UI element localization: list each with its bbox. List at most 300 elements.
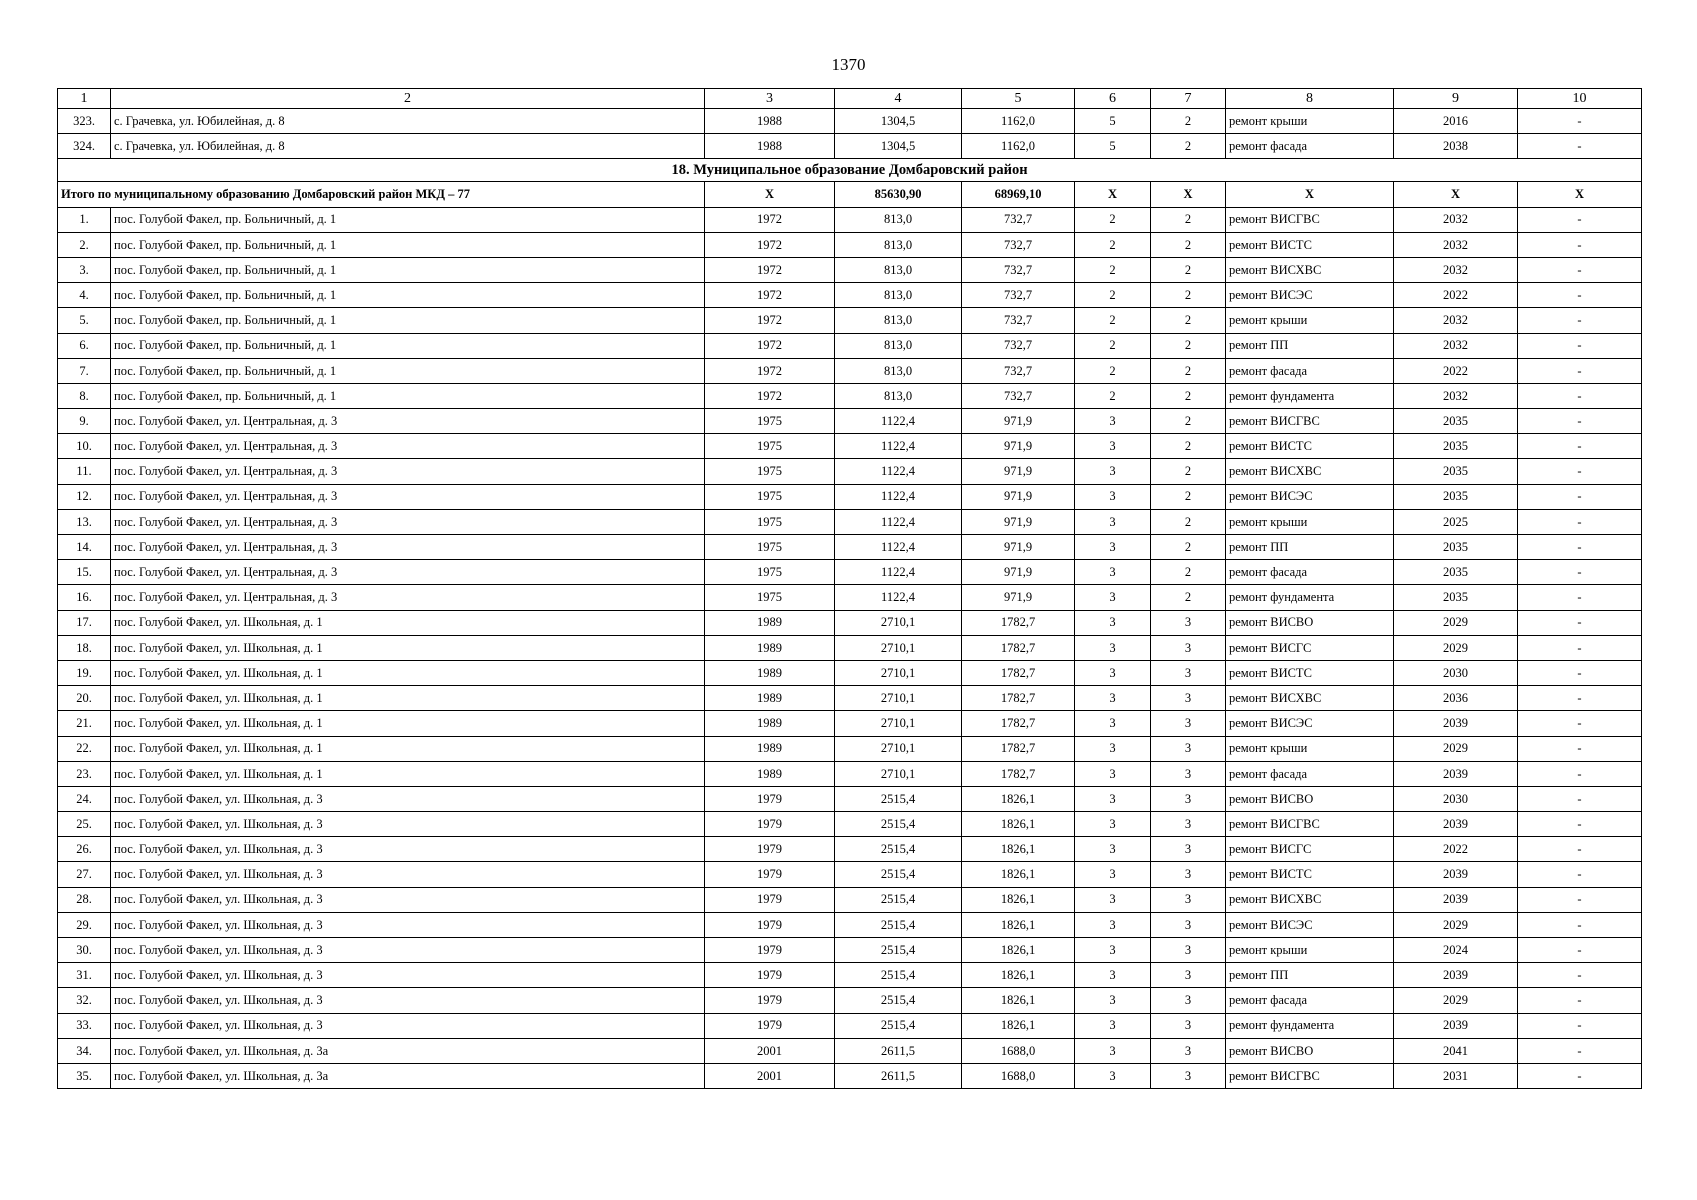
cell-row-number: 4. — [58, 283, 111, 308]
cell-planned-year: 2039 — [1394, 963, 1518, 988]
cell-work-type: ремонт ВИСГВС — [1226, 812, 1394, 837]
cell-address: пос. Голубой Факел, пр. Больничный, д. 1 — [111, 232, 705, 257]
cell-entrances: 2 — [1151, 484, 1226, 509]
section-title: 18. Муниципальное образование Домбаровский район — [58, 159, 1642, 182]
cell-note: - — [1518, 938, 1642, 963]
table-row — [58, 509, 1642, 534]
cell-row-number: 19. — [58, 660, 111, 685]
cell-address: пос. Голубой Факел, пр. Больничный, д. 1 — [111, 333, 705, 358]
cell-floors: 3 — [1075, 862, 1151, 887]
cell-note: - — [1518, 535, 1642, 560]
cell-row-number: 23. — [58, 761, 111, 786]
cell-living-area: 971,9 — [962, 409, 1075, 434]
cell-floors: 3 — [1075, 786, 1151, 811]
cell-address: пос. Голубой Факел, ул. Школьная, д. 3 — [111, 912, 705, 937]
table-row — [58, 535, 1642, 560]
cell-row-number: 21. — [58, 711, 111, 736]
cell-note: - — [1518, 134, 1642, 159]
cell-living-area: 1826,1 — [962, 1013, 1075, 1038]
cell-entrances: 2 — [1151, 535, 1226, 560]
cell-work-type: ремонт ВИСВО — [1226, 786, 1394, 811]
cell-year-built: 1989 — [705, 610, 835, 635]
cell-planned-year: 2022 — [1394, 283, 1518, 308]
cell-entrances: 3 — [1151, 963, 1226, 988]
cell-note: - — [1518, 257, 1642, 282]
cell-living-area: 971,9 — [962, 560, 1075, 585]
cell-row-number: 25. — [58, 812, 111, 837]
cell-work-type: ремонт ВИСЭС — [1226, 283, 1394, 308]
cell-work-type: ремонт крыши — [1226, 938, 1394, 963]
cell-planned-year: 2030 — [1394, 786, 1518, 811]
cell-note: - — [1518, 887, 1642, 912]
cell-address: пос. Голубой Факел, ул. Школьная, д. 3а — [111, 1038, 705, 1063]
column-header: 3 — [705, 89, 835, 109]
table-body — [58, 89, 1642, 1089]
cell-living-area: 1826,1 — [962, 912, 1075, 937]
cell-living-area: 732,7 — [962, 232, 1075, 257]
cell-note: - — [1518, 459, 1642, 484]
cell-planned-year: 2035 — [1394, 434, 1518, 459]
cell-living-area: 1688,0 — [962, 1038, 1075, 1063]
cell-living-area: 1782,7 — [962, 635, 1075, 660]
total-value: Х — [1151, 182, 1226, 207]
cell-floors: 2 — [1075, 283, 1151, 308]
cell-note: - — [1518, 358, 1642, 383]
cell-address: пос. Голубой Факел, ул. Центральная, д. 3 — [111, 459, 705, 484]
cell-work-type: ремонт ВИСГС — [1226, 635, 1394, 660]
cell-row-number: 324. — [58, 134, 111, 159]
cell-floors: 2 — [1075, 207, 1151, 232]
cell-living-area: 732,7 — [962, 257, 1075, 282]
cell-year-built: 1972 — [705, 232, 835, 257]
cell-entrances: 3 — [1151, 761, 1226, 786]
cell-address: пос. Голубой Факел, ул. Центральная, д. 3 — [111, 535, 705, 560]
cell-entrances: 3 — [1151, 786, 1226, 811]
cell-floors: 3 — [1075, 1038, 1151, 1063]
cell-floors: 3 — [1075, 736, 1151, 761]
cell-living-area: 1826,1 — [962, 786, 1075, 811]
column-header: 7 — [1151, 89, 1226, 109]
cell-work-type: ремонт ВИСГВС — [1226, 207, 1394, 232]
cell-entrances: 2 — [1151, 207, 1226, 232]
cell-row-number: 26. — [58, 837, 111, 862]
cell-living-area: 1826,1 — [962, 938, 1075, 963]
cell-year-built: 1979 — [705, 912, 835, 937]
cell-row-number: 29. — [58, 912, 111, 937]
cell-living-area: 971,9 — [962, 535, 1075, 560]
cell-total-area: 1122,4 — [835, 535, 962, 560]
cell-total-area: 1122,4 — [835, 509, 962, 534]
cell-row-number: 20. — [58, 686, 111, 711]
cell-work-type: ремонт ВИСГС — [1226, 837, 1394, 862]
cell-floors: 3 — [1075, 1063, 1151, 1088]
cell-note: - — [1518, 308, 1642, 333]
cell-row-number: 15. — [58, 560, 111, 585]
cell-entrances: 3 — [1151, 812, 1226, 837]
cell-planned-year: 2035 — [1394, 459, 1518, 484]
cell-living-area: 971,9 — [962, 434, 1075, 459]
table-row — [58, 912, 1642, 937]
cell-planned-year: 2032 — [1394, 257, 1518, 282]
cell-note: - — [1518, 635, 1642, 660]
cell-year-built: 1975 — [705, 459, 835, 484]
cell-planned-year: 2039 — [1394, 761, 1518, 786]
cell-row-number: 7. — [58, 358, 111, 383]
cell-planned-year: 2029 — [1394, 635, 1518, 660]
cell-note: - — [1518, 711, 1642, 736]
cell-address: пос. Голубой Факел, ул. Школьная, д. 3а — [111, 1063, 705, 1088]
table-row — [58, 837, 1642, 862]
cell-row-number: 31. — [58, 963, 111, 988]
cell-entrances: 2 — [1151, 409, 1226, 434]
cell-note: - — [1518, 383, 1642, 408]
column-header: 5 — [962, 89, 1075, 109]
cell-work-type: ремонт фасада — [1226, 560, 1394, 585]
cell-address: пос. Голубой Факел, ул. Школьная, д. 1 — [111, 711, 705, 736]
cell-year-built: 1972 — [705, 383, 835, 408]
cell-work-type: ремонт ВИСГВС — [1226, 1063, 1394, 1088]
cell-total-area: 2611,5 — [835, 1063, 962, 1088]
cell-total-area: 2710,1 — [835, 711, 962, 736]
cell-total-area: 2611,5 — [835, 1038, 962, 1063]
cell-work-type: ремонт ВИСЭС — [1226, 711, 1394, 736]
cell-work-type: ремонт ВИСЭС — [1226, 484, 1394, 509]
cell-year-built: 1989 — [705, 761, 835, 786]
cell-row-number: 24. — [58, 786, 111, 811]
cell-year-built: 1979 — [705, 862, 835, 887]
cell-year-built: 1979 — [705, 938, 835, 963]
total-value: Х — [1394, 182, 1518, 207]
cell-work-type: ремонт фундамента — [1226, 383, 1394, 408]
cell-address: пос. Голубой Факел, пр. Больничный, д. 1 — [111, 358, 705, 383]
cell-total-area: 2515,4 — [835, 988, 962, 1013]
cell-year-built: 1979 — [705, 963, 835, 988]
cell-row-number: 27. — [58, 862, 111, 887]
total-row — [58, 182, 1642, 207]
table-row — [58, 686, 1642, 711]
cell-living-area: 732,7 — [962, 358, 1075, 383]
cell-address: пос. Голубой Факел, ул. Школьная, д. 1 — [111, 635, 705, 660]
cell-entrances: 3 — [1151, 660, 1226, 685]
cell-living-area: 1782,7 — [962, 686, 1075, 711]
cell-row-number: 35. — [58, 1063, 111, 1088]
cell-total-area: 1122,4 — [835, 484, 962, 509]
cell-total-area: 813,0 — [835, 333, 962, 358]
cell-entrances: 3 — [1151, 1013, 1226, 1038]
table-row — [58, 434, 1642, 459]
cell-address: пос. Голубой Факел, ул. Школьная, д. 3 — [111, 988, 705, 1013]
cell-address: пос. Голубой Факел, пр. Больничный, д. 1 — [111, 283, 705, 308]
cell-note: - — [1518, 912, 1642, 937]
cell-total-area: 2515,4 — [835, 1013, 962, 1038]
cell-work-type: ремонт крыши — [1226, 736, 1394, 761]
cell-floors: 3 — [1075, 686, 1151, 711]
cell-floors: 2 — [1075, 257, 1151, 282]
cell-entrances: 2 — [1151, 134, 1226, 159]
cell-planned-year: 2032 — [1394, 383, 1518, 408]
cell-floors: 3 — [1075, 660, 1151, 685]
cell-note: - — [1518, 232, 1642, 257]
cell-year-built: 1972 — [705, 283, 835, 308]
cell-floors: 3 — [1075, 963, 1151, 988]
cell-entrances: 3 — [1151, 988, 1226, 1013]
cell-work-type: ремонт ВИСТС — [1226, 660, 1394, 685]
cell-note: - — [1518, 862, 1642, 887]
cell-year-built: 1972 — [705, 257, 835, 282]
cell-year-built: 1979 — [705, 1013, 835, 1038]
cell-address: пос. Голубой Факел, ул. Школьная, д. 3 — [111, 938, 705, 963]
cell-year-built: 1972 — [705, 207, 835, 232]
cell-row-number: 323. — [58, 109, 111, 134]
table-row — [58, 207, 1642, 232]
table-row — [58, 232, 1642, 257]
cell-planned-year: 2032 — [1394, 333, 1518, 358]
cell-total-area: 1122,4 — [835, 560, 962, 585]
cell-year-built: 2001 — [705, 1063, 835, 1088]
cell-entrances: 2 — [1151, 109, 1226, 134]
cell-living-area: 1162,0 — [962, 109, 1075, 134]
cell-entrances: 3 — [1151, 610, 1226, 635]
cell-living-area: 732,7 — [962, 283, 1075, 308]
cell-total-area: 2515,4 — [835, 786, 962, 811]
cell-living-area: 1826,1 — [962, 887, 1075, 912]
cell-planned-year: 2039 — [1394, 887, 1518, 912]
cell-row-number: 8. — [58, 383, 111, 408]
total-value: Х — [1518, 182, 1642, 207]
cell-floors: 3 — [1075, 887, 1151, 912]
cell-entrances: 3 — [1151, 1063, 1226, 1088]
cell-row-number: 18. — [58, 635, 111, 660]
cell-planned-year: 2035 — [1394, 484, 1518, 509]
cell-total-area: 2515,4 — [835, 912, 962, 937]
cell-total-area: 2710,1 — [835, 660, 962, 685]
cell-note: - — [1518, 1063, 1642, 1088]
cell-total-area: 813,0 — [835, 358, 962, 383]
table-row — [58, 963, 1642, 988]
cell-planned-year: 2029 — [1394, 610, 1518, 635]
cell-work-type: ремонт ВИСТС — [1226, 232, 1394, 257]
cell-planned-year: 2039 — [1394, 1013, 1518, 1038]
cell-year-built: 1975 — [705, 484, 835, 509]
cell-entrances: 2 — [1151, 232, 1226, 257]
cell-entrances: 3 — [1151, 912, 1226, 937]
cell-address: пос. Голубой Факел, пр. Больничный, д. 1 — [111, 308, 705, 333]
cell-entrances: 3 — [1151, 711, 1226, 736]
cell-note: - — [1518, 409, 1642, 434]
cell-year-built: 1975 — [705, 509, 835, 534]
cell-entrances: 2 — [1151, 283, 1226, 308]
cell-note: - — [1518, 786, 1642, 811]
cell-year-built: 1979 — [705, 812, 835, 837]
cell-address: пос. Голубой Факел, ул. Школьная, д. 3 — [111, 1013, 705, 1038]
cell-living-area: 1782,7 — [962, 610, 1075, 635]
cell-total-area: 813,0 — [835, 383, 962, 408]
cell-planned-year: 2029 — [1394, 912, 1518, 937]
cell-living-area: 1826,1 — [962, 988, 1075, 1013]
cell-total-area: 2710,1 — [835, 635, 962, 660]
cell-entrances: 3 — [1151, 686, 1226, 711]
cell-planned-year: 2035 — [1394, 560, 1518, 585]
cell-note: - — [1518, 333, 1642, 358]
table-row — [58, 786, 1642, 811]
cell-living-area: 1826,1 — [962, 837, 1075, 862]
cell-row-number: 32. — [58, 988, 111, 1013]
cell-planned-year: 2039 — [1394, 862, 1518, 887]
cell-year-built: 1975 — [705, 585, 835, 610]
cell-row-number: 33. — [58, 1013, 111, 1038]
cell-year-built: 1988 — [705, 134, 835, 159]
cell-entrances: 2 — [1151, 434, 1226, 459]
cell-floors: 3 — [1075, 837, 1151, 862]
cell-entrances: 3 — [1151, 1038, 1226, 1063]
table-row — [58, 283, 1642, 308]
cell-entrances: 2 — [1151, 333, 1226, 358]
cell-address: пос. Голубой Факел, ул. Школьная, д. 1 — [111, 610, 705, 635]
cell-planned-year: 2022 — [1394, 837, 1518, 862]
cell-note: - — [1518, 812, 1642, 837]
cell-year-built: 1979 — [705, 837, 835, 862]
cell-row-number: 34. — [58, 1038, 111, 1063]
table-row — [58, 862, 1642, 887]
table-row — [58, 1038, 1642, 1063]
cell-entrances: 3 — [1151, 736, 1226, 761]
table-row — [58, 308, 1642, 333]
cell-note: - — [1518, 109, 1642, 134]
cell-total-area: 2710,1 — [835, 736, 962, 761]
cell-work-type: ремонт ВИСХВС — [1226, 257, 1394, 282]
cell-planned-year: 2024 — [1394, 938, 1518, 963]
cell-note: - — [1518, 207, 1642, 232]
cell-note: - — [1518, 1038, 1642, 1063]
cell-total-area: 2515,4 — [835, 837, 962, 862]
cell-work-type: ремонт ВИСХВС — [1226, 887, 1394, 912]
cell-row-number: 2. — [58, 232, 111, 257]
cell-entrances: 2 — [1151, 509, 1226, 534]
cell-entrances: 2 — [1151, 560, 1226, 585]
table-row — [58, 484, 1642, 509]
total-value: Х — [1226, 182, 1394, 207]
cell-floors: 3 — [1075, 812, 1151, 837]
cell-planned-year: 2035 — [1394, 585, 1518, 610]
cell-floors: 2 — [1075, 232, 1151, 257]
cell-floors: 2 — [1075, 383, 1151, 408]
cell-total-area: 1122,4 — [835, 585, 962, 610]
column-header: 10 — [1518, 89, 1642, 109]
cell-work-type: ремонт ПП — [1226, 333, 1394, 358]
cell-entrances: 2 — [1151, 358, 1226, 383]
cell-total-area: 2710,1 — [835, 610, 962, 635]
cell-entrances: 2 — [1151, 257, 1226, 282]
table-row — [58, 660, 1642, 685]
cell-note: - — [1518, 686, 1642, 711]
table-row — [58, 134, 1642, 159]
cell-year-built: 1979 — [705, 887, 835, 912]
cell-work-type: ремонт фасада — [1226, 761, 1394, 786]
column-header: 9 — [1394, 89, 1518, 109]
column-number-header — [58, 89, 1642, 109]
cell-total-area: 1122,4 — [835, 434, 962, 459]
cell-floors: 3 — [1075, 761, 1151, 786]
table-row — [58, 257, 1642, 282]
cell-year-built: 1972 — [705, 358, 835, 383]
cell-note: - — [1518, 837, 1642, 862]
cell-note: - — [1518, 761, 1642, 786]
cell-work-type: ремонт фасада — [1226, 134, 1394, 159]
total-value: 68969,10 — [962, 182, 1075, 207]
cell-planned-year: 2022 — [1394, 358, 1518, 383]
cell-planned-year: 2041 — [1394, 1038, 1518, 1063]
cell-year-built: 1979 — [705, 786, 835, 811]
cell-planned-year: 2035 — [1394, 409, 1518, 434]
cell-address: пос. Голубой Факел, ул. Школьная, д. 1 — [111, 686, 705, 711]
cell-row-number: 12. — [58, 484, 111, 509]
cell-total-area: 813,0 — [835, 283, 962, 308]
cell-floors: 3 — [1075, 585, 1151, 610]
cell-living-area: 1826,1 — [962, 812, 1075, 837]
cell-work-type: ремонт ВИСТС — [1226, 434, 1394, 459]
cell-planned-year: 2029 — [1394, 736, 1518, 761]
cell-address: пос. Голубой Факел, ул. Школьная, д. 1 — [111, 761, 705, 786]
cell-work-type: ремонт крыши — [1226, 308, 1394, 333]
cell-note: - — [1518, 560, 1642, 585]
cell-address: пос. Голубой Факел, ул. Школьная, д. 3 — [111, 786, 705, 811]
table-row — [58, 711, 1642, 736]
cell-planned-year: 2032 — [1394, 207, 1518, 232]
cell-address: пос. Голубой Факел, пр. Больничный, д. 1 — [111, 383, 705, 408]
cell-living-area: 732,7 — [962, 333, 1075, 358]
cell-row-number: 14. — [58, 535, 111, 560]
cell-work-type: ремонт ВИСХВС — [1226, 459, 1394, 484]
cell-work-type: ремонт фундамента — [1226, 1013, 1394, 1038]
cell-address: пос. Голубой Факел, ул. Центральная, д. 3 — [111, 409, 705, 434]
total-label: Итого по муниципальному образованию Домбаровский район МКД – 77 — [58, 182, 705, 207]
cell-entrances: 3 — [1151, 887, 1226, 912]
cell-planned-year: 2039 — [1394, 711, 1518, 736]
table-row — [58, 459, 1642, 484]
cell-total-area: 1304,5 — [835, 134, 962, 159]
table-row — [58, 812, 1642, 837]
cell-row-number: 3. — [58, 257, 111, 282]
cell-floors: 3 — [1075, 988, 1151, 1013]
cell-address: пос. Голубой Факел, ул. Школьная, д. 3 — [111, 963, 705, 988]
table-row — [58, 409, 1642, 434]
cell-floors: 3 — [1075, 434, 1151, 459]
table-row — [58, 358, 1642, 383]
cell-living-area: 1782,7 — [962, 736, 1075, 761]
cell-row-number: 6. — [58, 333, 111, 358]
cell-row-number: 16. — [58, 585, 111, 610]
cell-work-type: ремонт ВИСЭС — [1226, 912, 1394, 937]
table-row — [58, 938, 1642, 963]
cell-living-area: 971,9 — [962, 459, 1075, 484]
cell-row-number: 10. — [58, 434, 111, 459]
cell-year-built: 1972 — [705, 333, 835, 358]
cell-year-built: 1979 — [705, 988, 835, 1013]
cell-living-area: 732,7 — [962, 207, 1075, 232]
cell-floors: 3 — [1075, 1013, 1151, 1038]
cell-total-area: 813,0 — [835, 257, 962, 282]
cell-year-built: 1989 — [705, 736, 835, 761]
cell-floors: 3 — [1075, 610, 1151, 635]
cell-living-area: 1162,0 — [962, 134, 1075, 159]
cell-address: пос. Голубой Факел, ул. Центральная, д. 3 — [111, 560, 705, 585]
cell-living-area: 1782,7 — [962, 660, 1075, 685]
cell-entrances: 2 — [1151, 459, 1226, 484]
table-row — [58, 109, 1642, 134]
cell-work-type: ремонт ВИСВО — [1226, 610, 1394, 635]
cell-address: пос. Голубой Факел, ул. Школьная, д. 3 — [111, 837, 705, 862]
cell-year-built: 1975 — [705, 434, 835, 459]
